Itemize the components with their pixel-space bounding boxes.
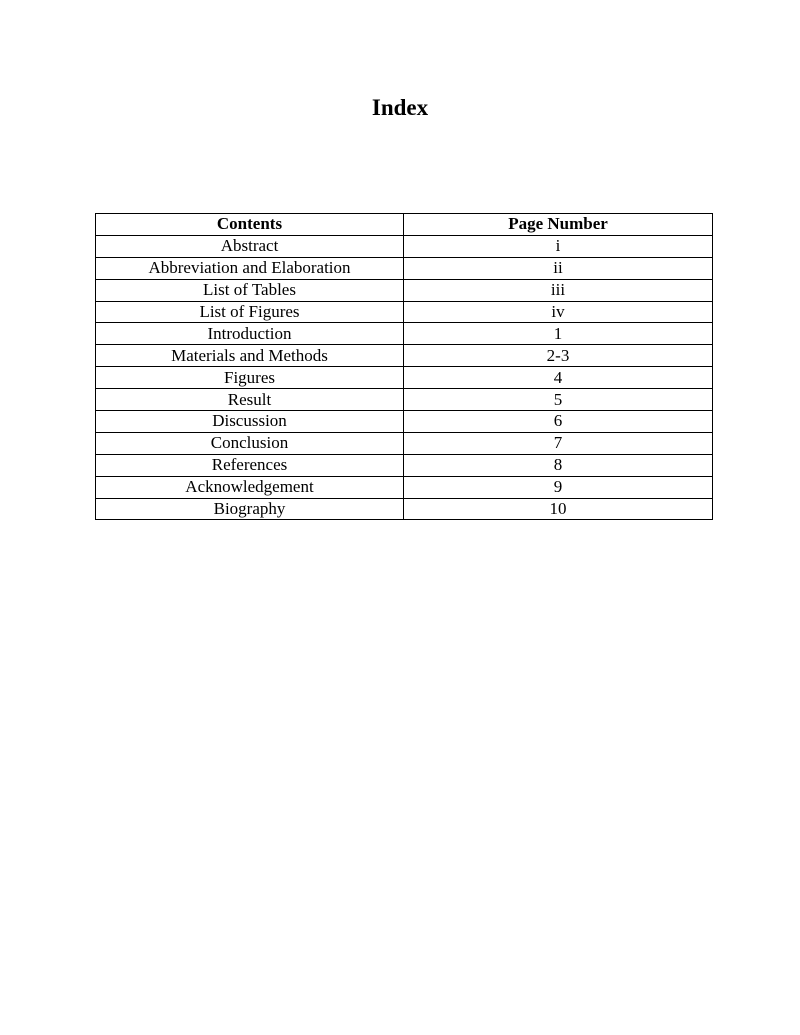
table-header-row xyxy=(96,214,713,236)
page-number-cell: 7 xyxy=(404,432,713,454)
page-number-cell: ii xyxy=(404,257,713,279)
contents-cell: Acknowledgement xyxy=(96,476,404,498)
contents-cell: List of Tables xyxy=(96,279,404,301)
page-number-cell: 1 xyxy=(404,323,713,345)
contents-cell: Figures xyxy=(96,367,404,389)
page-number-cell: 9 xyxy=(404,476,713,498)
table-row xyxy=(96,257,713,279)
table-row xyxy=(96,235,713,257)
page-number-cell: 8 xyxy=(404,454,713,476)
contents-cell: Abbreviation and Elaboration xyxy=(96,257,404,279)
contents-cell: Result xyxy=(96,389,404,411)
table-row xyxy=(96,498,713,520)
page-number-cell: 10 xyxy=(404,498,713,520)
page-number-cell: iii xyxy=(404,279,713,301)
contents-cell: Biography xyxy=(96,498,404,520)
table-row xyxy=(96,432,713,454)
contents-cell: Materials and Methods xyxy=(96,345,404,367)
contents-cell: Abstract xyxy=(96,235,404,257)
index-table xyxy=(95,213,713,520)
contents-cell: Conclusion xyxy=(96,432,404,454)
table-row xyxy=(96,454,713,476)
table-row xyxy=(96,476,713,498)
contents-cell: Discussion xyxy=(96,411,404,433)
page-title: Index xyxy=(371,95,429,120)
contents-column-header: Contents xyxy=(96,214,404,236)
page-number-cell: 2-3 xyxy=(404,345,713,367)
contents-cell: List of Figures xyxy=(96,301,404,323)
table-row xyxy=(96,279,713,301)
table-row xyxy=(96,389,713,411)
page-number-cell: iv xyxy=(404,301,713,323)
contents-cell: Introduction xyxy=(96,323,404,345)
table-row xyxy=(96,301,713,323)
table-row xyxy=(96,411,713,433)
table-row xyxy=(96,367,713,389)
page-number-cell: i xyxy=(404,235,713,257)
page-number-column-header: Page Number xyxy=(404,214,713,236)
page-number-cell: 5 xyxy=(404,389,713,411)
table-row xyxy=(96,323,713,345)
table-row xyxy=(96,345,713,367)
page-number-cell: 6 xyxy=(404,411,713,433)
contents-cell: References xyxy=(96,454,404,476)
page-number-cell: 4 xyxy=(404,367,713,389)
